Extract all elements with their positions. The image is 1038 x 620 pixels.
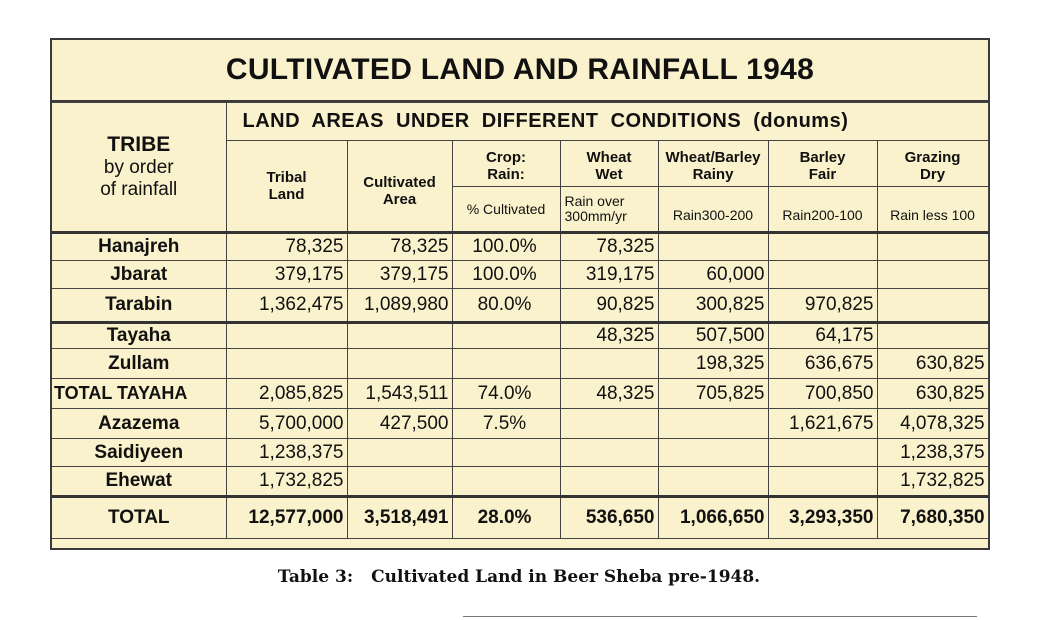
cell-barley: [768, 261, 877, 289]
group-header: LAND AREAS UNDER DIFFERENT CONDITIONS (donums): [226, 103, 988, 141]
table-caption: [0, 567, 1038, 587]
cell-crop: 74.0%: [452, 379, 560, 409]
table-row: [52, 323, 988, 349]
cell-grazing: [877, 323, 988, 349]
total-crop: 28.0%: [452, 497, 560, 539]
cell-cultivated: [347, 439, 452, 467]
land-rainfall-table: [50, 38, 990, 550]
cell-wheat: [560, 349, 658, 379]
bottom-divider: [463, 616, 977, 617]
col-cultivated-area: Cultivated Area: [347, 141, 452, 233]
tribe-header-line1: TRIBE: [107, 132, 171, 156]
cell-crop: [452, 467, 560, 497]
cell-crop: 7.5%: [452, 409, 560, 439]
table-title: CULTIVATED LAND AND RAINFALL 1948: [52, 40, 988, 102]
cell-wheat: [560, 439, 658, 467]
tribe-header: [52, 103, 226, 233]
table-body: [52, 233, 988, 497]
cell-wheatbarley: [658, 233, 768, 261]
total-wheat: 536,650: [560, 497, 658, 539]
tribe-name: TOTAL TAYAHA: [52, 379, 226, 409]
total-row: [52, 497, 988, 539]
col-wheat-barley-rainy: Wheat/Barley Rainy: [658, 141, 768, 187]
cell-tribal: 379,175: [226, 261, 347, 289]
tribe-header-line3: of rainfall: [100, 178, 178, 200]
cell-grazing: 630,825: [877, 349, 988, 379]
cell-cultivated: 427,500: [347, 409, 452, 439]
cell-cultivated: 379,175: [347, 261, 452, 289]
tribe-name: Azazema: [52, 409, 226, 439]
total-cultivated: 3,518,491: [347, 497, 452, 539]
cell-barley: 700,850: [768, 379, 877, 409]
cell-crop: 80.0%: [452, 289, 560, 323]
tribe-header-line2: by order: [103, 156, 174, 178]
cell-grazing: 1,732,825: [877, 467, 988, 497]
cell-wheatbarley: 300,825: [658, 289, 768, 323]
table-row: [52, 379, 988, 409]
cell-barley: 636,675: [768, 349, 877, 379]
cell-tribal: 1,362,475: [226, 289, 347, 323]
cell-barley: 1,621,675: [768, 409, 877, 439]
cell-wheatbarley: [658, 409, 768, 439]
cell-wheat: 78,325: [560, 233, 658, 261]
tribe-name: Zullam: [52, 349, 226, 379]
cell-barley: [768, 233, 877, 261]
cell-wheatbarley: 705,825: [658, 379, 768, 409]
sub-rain-less-100: Rain less 100: [877, 187, 988, 233]
col-barley-fair: Barley Fair: [768, 141, 877, 187]
total-grazing: 7,680,350: [877, 497, 988, 539]
cell-grazing: 1,238,375: [877, 439, 988, 467]
table-row: [52, 233, 988, 261]
cell-tribal: 1,238,375: [226, 439, 347, 467]
cell-barley: [768, 467, 877, 497]
cell-wheat: [560, 409, 658, 439]
cell-wheat: 48,325: [560, 323, 658, 349]
cell-wheatbarley: 507,500: [658, 323, 768, 349]
sub-rain-300-200: Rain300-200: [658, 187, 768, 233]
table-row: [52, 349, 988, 379]
col-wheat-wet: Wheat Wet: [560, 141, 658, 187]
total-label: TOTAL: [52, 497, 226, 539]
cell-barley: [768, 439, 877, 467]
cell-tribal: 78,325: [226, 233, 347, 261]
tribe-name: Saidiyeen: [52, 439, 226, 467]
cell-crop: [452, 349, 560, 379]
cell-tribal: 1,732,825: [226, 467, 347, 497]
cell-barley: 64,175: [768, 323, 877, 349]
cell-cultivated: [347, 467, 452, 497]
cell-grazing: [877, 261, 988, 289]
col-grazing-dry: Grazing Dry: [877, 141, 988, 187]
cell-cultivated: [347, 349, 452, 379]
total-tribal: 12,577,000: [226, 497, 347, 539]
cell-tribal: 5,700,000: [226, 409, 347, 439]
tribe-name: Hanajreh: [52, 233, 226, 261]
cell-tribal: [226, 349, 347, 379]
cell-wheatbarley: [658, 439, 768, 467]
total-barley: 3,293,350: [768, 497, 877, 539]
cell-cultivated: 1,543,511: [347, 379, 452, 409]
cell-grazing: 4,078,325: [877, 409, 988, 439]
sub-rain-over-300: Rain over 300mm/yr: [560, 187, 658, 233]
data-table: [52, 102, 989, 539]
cell-wheat: 319,175: [560, 261, 658, 289]
cell-wheat: 48,325: [560, 379, 658, 409]
cell-wheatbarley: 198,325: [658, 349, 768, 379]
cell-wheatbarley: [658, 467, 768, 497]
cell-crop: [452, 439, 560, 467]
cell-grazing: 630,825: [877, 379, 988, 409]
caption-text: Cultivated Land in Beer Sheba pre-1948.: [371, 567, 761, 587]
cell-crop: 100.0%: [452, 261, 560, 289]
sub-rain-200-100: Rain200-100: [768, 187, 877, 233]
cell-barley: 970,825: [768, 289, 877, 323]
cell-tribal: [226, 323, 347, 349]
tribe-name: Jbarat: [52, 261, 226, 289]
tribe-name: Ehewat: [52, 467, 226, 497]
table-row: [52, 409, 988, 439]
cell-crop: 100.0%: [452, 233, 560, 261]
tribe-name: Tayaha: [52, 323, 226, 349]
table-row: [52, 289, 988, 323]
total-wheatbarley: 1,066,650: [658, 497, 768, 539]
sub-percent-cultivated: % Cultivated: [452, 187, 560, 233]
cell-grazing: [877, 289, 988, 323]
cell-cultivated: 1,089,980: [347, 289, 452, 323]
col-tribal-land: Tribal Land: [226, 141, 347, 233]
cell-tribal: 2,085,825: [226, 379, 347, 409]
caption-label: Table 3:: [277, 567, 354, 587]
table-row: [52, 439, 988, 467]
table-row: [52, 261, 988, 289]
cell-wheat: 90,825: [560, 289, 658, 323]
cell-cultivated: [347, 323, 452, 349]
tribe-name: Tarabin: [52, 289, 226, 323]
col-crop-rain: Crop: Rain:: [452, 141, 560, 187]
cell-crop: [452, 323, 560, 349]
cell-wheatbarley: 60,000: [658, 261, 768, 289]
cell-grazing: [877, 233, 988, 261]
cell-cultivated: 78,325: [347, 233, 452, 261]
cell-wheat: [560, 467, 658, 497]
table-row: [52, 467, 988, 497]
